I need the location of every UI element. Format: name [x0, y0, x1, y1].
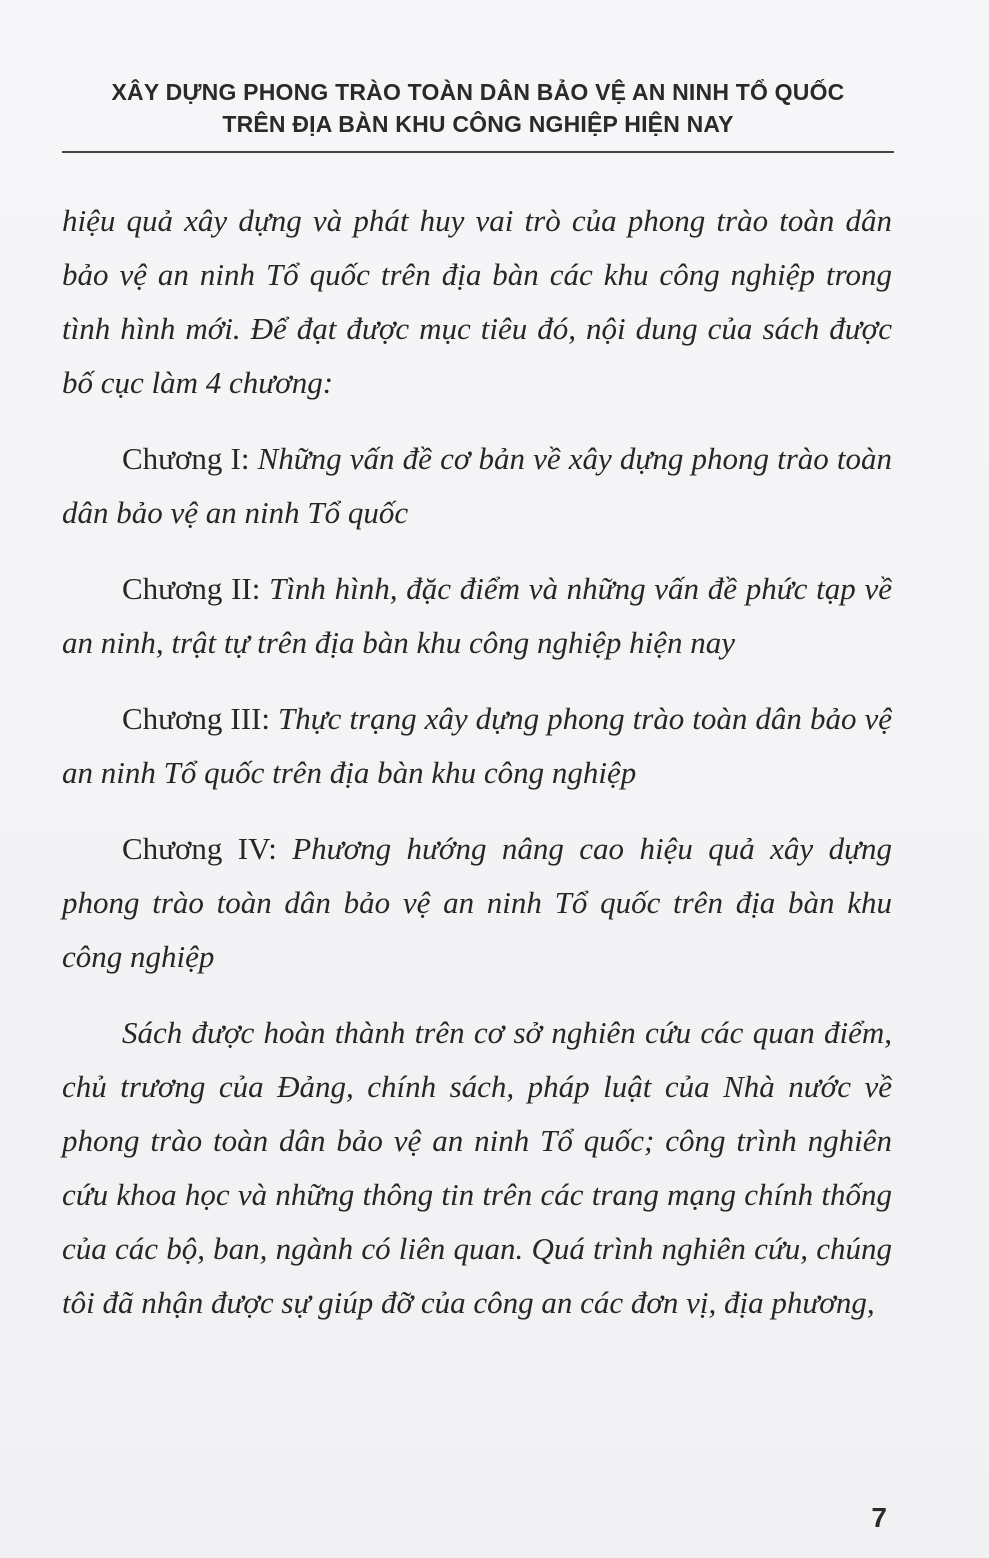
chapter-2-label: Chương II: — [122, 571, 270, 606]
closing-paragraph: Sách được hoàn thành trên cơ sở nghiên cứu các quan điểm, chủ trương của Đảng, chính sách, pháp luật của Nhà nước về phong trào toàn dân bảo vệ an ninh Tổ quốc; công trình nghiên cứu khoa học và những thông tin trên các trang mạng chính thống của các bộ, ban, ngành có liên quan. Quá trình nghiên cứu, chúng tôi đã nhận được sự giúp đỡ của công an các đơn vị, địa phương, — [62, 1015, 892, 1320]
running-header — [62, 76, 894, 140]
chapter-3-label: Chương III: — [122, 701, 278, 736]
running-header-line-1: XÂY DỰNG PHONG TRÀO TOÀN DÂN BẢO VỆ AN NINH TỔ QUỐC — [111, 79, 845, 105]
page-number: 7 — [871, 1502, 887, 1533]
chapter-4-title: Phương hướng nâng cao hiệu quả xây dựng phong trào toàn dân bảo vệ an ninh Tổ quốc trên địa bàn khu công nghiệp — [62, 831, 892, 974]
chapter-1-title: Những vấn đề cơ bản về xây dựng phong trào toàn dân bảo vệ an ninh Tổ quốc — [62, 441, 892, 530]
chapter-2-title: Tình hình, đặc điểm và những vấn đề phức tạp về an ninh, trật tự trên địa bàn khu công nghiệp hiện nay — [62, 571, 892, 660]
chapter-1-paragraph — [62, 432, 892, 540]
header-divider — [62, 151, 894, 153]
chapter-2-paragraph — [62, 562, 892, 670]
running-header-line-2: TRÊN ĐỊA BÀN KHU CÔNG NGHIỆP HIỆN NAY — [222, 111, 734, 137]
chapter-3-title: Thực trạng xây dựng phong trào toàn dân bảo vệ an ninh Tổ quốc trên địa bàn khu công nghiệp — [62, 701, 892, 790]
body-text — [62, 194, 892, 1330]
chapter-4-paragraph — [62, 822, 892, 984]
intro-paragraph: hiệu quả xây dựng và phát huy vai trò của phong trào toàn dân bảo vệ an ninh Tổ quốc trên địa bàn các khu công nghiệp trong tình hình mới. Để đạt được mục tiêu đó, nội dung của sách được bố cục làm 4 chương: — [62, 203, 892, 400]
chapter-4-label: Chương IV: — [122, 831, 293, 866]
chapter-1-label: Chương I: — [122, 441, 258, 476]
chapter-3-paragraph — [62, 692, 892, 800]
